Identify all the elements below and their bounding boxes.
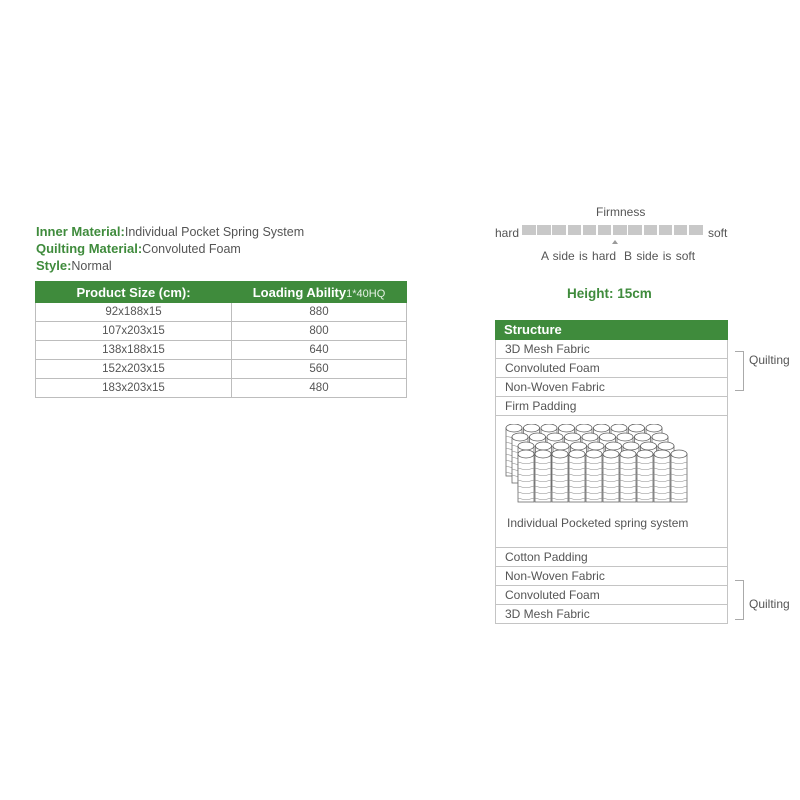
quilting-material-key: Quilting Material: <box>36 241 143 256</box>
spring-system-label: Individual Pocketed spring system <box>507 516 689 530</box>
size-table <box>35 281 407 398</box>
firmness-segment <box>537 225 551 235</box>
table-row <box>36 322 407 341</box>
quilting-material-line <box>36 241 241 256</box>
firmness-title: Firmness <box>596 205 646 219</box>
table-row <box>36 360 407 379</box>
size-header: Product Size (cm): <box>36 282 232 303</box>
load-cell: 800 <box>232 322 407 341</box>
spring-coil-icon <box>518 450 534 502</box>
spring-coil-icon <box>603 450 619 502</box>
quilting-bottom-label: Quilting <box>749 597 790 611</box>
firmness-sides <box>541 249 695 263</box>
load-cell: 880 <box>232 303 407 322</box>
load-cell: 480 <box>232 379 407 398</box>
style-line <box>36 258 112 273</box>
table-row <box>36 341 407 360</box>
structure-diagram <box>495 320 728 624</box>
spring-coil-icon <box>535 450 551 502</box>
style-key: Style: <box>36 258 72 273</box>
spring-system-box <box>495 416 728 548</box>
firmness-marker-icon <box>612 240 618 244</box>
layer-item: Firm Padding <box>495 397 728 416</box>
layer-item: Convoluted Foam <box>495 586 728 605</box>
firmness-segment <box>522 225 536 235</box>
layer-item: Non-Woven Fabric <box>495 567 728 586</box>
firmness-segment <box>674 225 688 235</box>
inner-material-line <box>36 224 304 239</box>
firmness-segment <box>613 225 627 235</box>
height-label: Height: 15cm <box>567 286 652 301</box>
spring-coil-icon <box>637 450 653 502</box>
inner-material-key: Inner Material: <box>36 224 125 239</box>
layer-item: Cotton Padding <box>495 548 728 567</box>
firmness-segment <box>568 225 582 235</box>
firmness-segment <box>598 225 612 235</box>
pocket-springs-icon <box>504 424 694 512</box>
table-row <box>36 379 407 398</box>
firmness-bar <box>522 225 704 235</box>
size-cell: 183x203x15 <box>36 379 232 398</box>
layer-item: 3D Mesh Fabric <box>495 605 728 624</box>
size-cell: 107x203x15 <box>36 322 232 341</box>
spring-coil-icon <box>620 450 636 502</box>
b-side-label: B side is soft <box>624 249 696 263</box>
firmness-segment <box>659 225 673 235</box>
size-cell: 152x203x15 <box>36 360 232 379</box>
spring-coil-icon <box>552 450 568 502</box>
layer-item: Convoluted Foam <box>495 359 728 378</box>
layer-item: Non-Woven Fabric <box>495 378 728 397</box>
size-cell: 92x188x15 <box>36 303 232 322</box>
firmness-segment <box>583 225 597 235</box>
quilting-bottom-bracket <box>735 580 744 620</box>
spring-coil-icon <box>654 450 670 502</box>
table-row <box>36 303 407 322</box>
load-header-main: Loading Ability <box>252 284 347 300</box>
quilting-top-bracket <box>735 351 744 391</box>
quilting-top-label: Quilting <box>749 353 790 367</box>
style-value: Normal <box>71 259 112 273</box>
spring-coil-icon <box>569 450 585 502</box>
spring-coil-icon <box>586 450 602 502</box>
firmness-segment <box>644 225 658 235</box>
a-side-label: A side is hard <box>541 249 617 263</box>
firmness-segment <box>552 225 566 235</box>
firmness-soft-label: soft <box>708 226 728 240</box>
firmness-hard-label: hard <box>495 226 520 240</box>
load-header-sub: 1*40HQ <box>346 287 386 300</box>
load-cell: 640 <box>232 341 407 360</box>
size-cell: 138x188x15 <box>36 341 232 360</box>
load-header <box>232 282 407 303</box>
firmness-segment <box>628 225 642 235</box>
load-cell: 560 <box>232 360 407 379</box>
inner-material-value: Individual Pocket Spring System <box>124 225 305 239</box>
spring-coil-icon <box>671 450 687 502</box>
quilting-material-value: Convoluted Foam <box>142 242 241 256</box>
layer-item: 3D Mesh Fabric <box>495 340 728 359</box>
structure-title: Structure <box>495 320 728 340</box>
firmness-segment <box>689 225 703 235</box>
